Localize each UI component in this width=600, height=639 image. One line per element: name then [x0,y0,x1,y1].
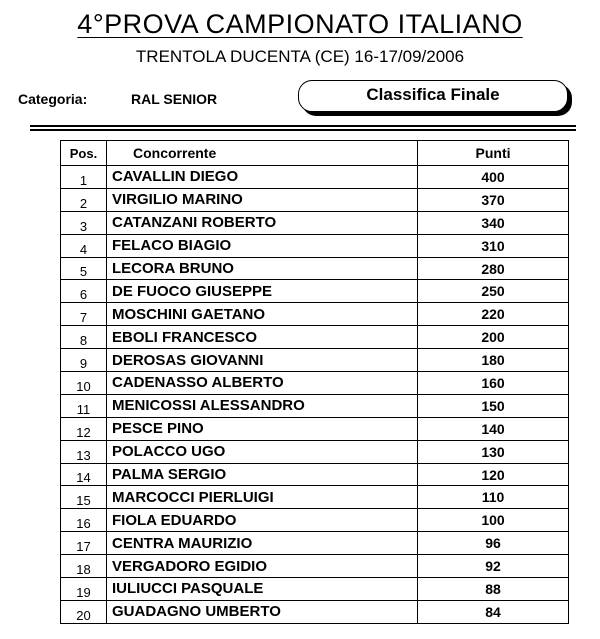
header-divider-bottom [30,129,576,131]
row-position: 5 [61,257,107,280]
row-points: 120 [418,463,569,486]
row-points: 88 [418,578,569,601]
row-competitor: DEROSAS GIOVANNI [107,349,418,372]
row-points: 150 [418,394,569,417]
table-row [61,166,569,189]
row-position: 17 [61,532,107,555]
row-position: 13 [61,440,107,463]
row-position: 15 [61,486,107,509]
row-points: 180 [418,349,569,372]
row-competitor: VERGADORO EGIDIO [107,555,418,578]
row-competitor: PESCE PINO [107,417,418,440]
row-position: 3 [61,211,107,234]
row-competitor: CENTRA MAURIZIO [107,532,418,555]
row-points: 100 [418,509,569,532]
table-row [61,372,569,395]
row-points: 92 [418,555,569,578]
row-points: 140 [418,417,569,440]
ranking-body [61,166,569,624]
row-competitor: LECORA BRUNO [107,257,418,280]
row-position: 10 [61,372,107,395]
table-row [61,234,569,257]
table-row [61,326,569,349]
table-row [61,280,569,303]
table-row [61,600,569,623]
row-position: 12 [61,417,107,440]
row-points: 130 [418,440,569,463]
row-competitor: CAVALLIN DIEGO [107,166,418,189]
row-position: 18 [61,555,107,578]
table-row [61,486,569,509]
row-competitor: VIRGILIO MARINO [107,188,418,211]
row-position: 9 [61,349,107,372]
row-competitor: IULIUCCI PASQUALE [107,578,418,601]
row-position: 20 [61,600,107,623]
row-points: 84 [418,600,569,623]
header-pos: Pos. [61,141,107,166]
row-position: 1 [61,166,107,189]
row-points: 220 [418,303,569,326]
table-row [61,417,569,440]
row-competitor: MARCOCCI PIERLUIGI [107,486,418,509]
document-title: 4°PROVA CAMPIONATO ITALIANO [77,9,523,39]
table-row [61,463,569,486]
classifica-finale-badge [298,80,568,112]
header-name: Concorrente [107,141,418,166]
row-competitor: CADENASSO ALBERTO [107,372,418,395]
classifica-finale-label: Classifica Finale [366,85,500,104]
row-points: 280 [418,257,569,280]
category-label: Categoria: [18,91,88,107]
row-competitor: CATANZANI ROBERTO [107,211,418,234]
table-row [61,532,569,555]
row-competitor: DE FUOCO GIUSEPPE [107,280,418,303]
row-position: 11 [61,394,107,417]
row-competitor: FELACO BIAGIO [107,234,418,257]
row-competitor: PALMA SERGIO [107,463,418,486]
row-points: 310 [418,234,569,257]
table-row [61,303,569,326]
table-row [61,509,569,532]
row-position: 16 [61,509,107,532]
row-position: 2 [61,188,107,211]
table-row [61,394,569,417]
header-divider-top [30,125,576,127]
row-points: 340 [418,211,569,234]
category-value: RAL SENIOR [131,91,218,107]
row-position: 19 [61,578,107,601]
table-row [61,257,569,280]
table-row [61,440,569,463]
row-competitor: EBOLI FRANCESCO [107,326,418,349]
event-subtitle: TRENTOLA DUCENTA (CE) 16-17/09/2006 [135,47,465,66]
table-row [61,555,569,578]
row-competitor: MOSCHINI GAETANO [107,303,418,326]
row-position: 8 [61,326,107,349]
row-points: 400 [418,166,569,189]
row-position: 14 [61,463,107,486]
row-points: 160 [418,372,569,395]
row-points: 96 [418,532,569,555]
row-points: 200 [418,326,569,349]
header-points: Punti [418,141,569,166]
row-competitor: GUADAGNO UMBERTO [107,600,418,623]
row-competitor: FIOLA EDUARDO [107,509,418,532]
ranking-table [60,140,569,624]
row-points: 250 [418,280,569,303]
table-row [61,211,569,234]
table-header-row [61,141,569,166]
row-position: 6 [61,280,107,303]
row-competitor: MENICOSSI ALESSANDRO [107,394,418,417]
table-row [61,349,569,372]
row-points: 370 [418,188,569,211]
table-row [61,188,569,211]
row-position: 4 [61,234,107,257]
table-row [61,578,569,601]
row-competitor: POLACCO UGO [107,440,418,463]
row-position: 7 [61,303,107,326]
row-points: 110 [418,486,569,509]
